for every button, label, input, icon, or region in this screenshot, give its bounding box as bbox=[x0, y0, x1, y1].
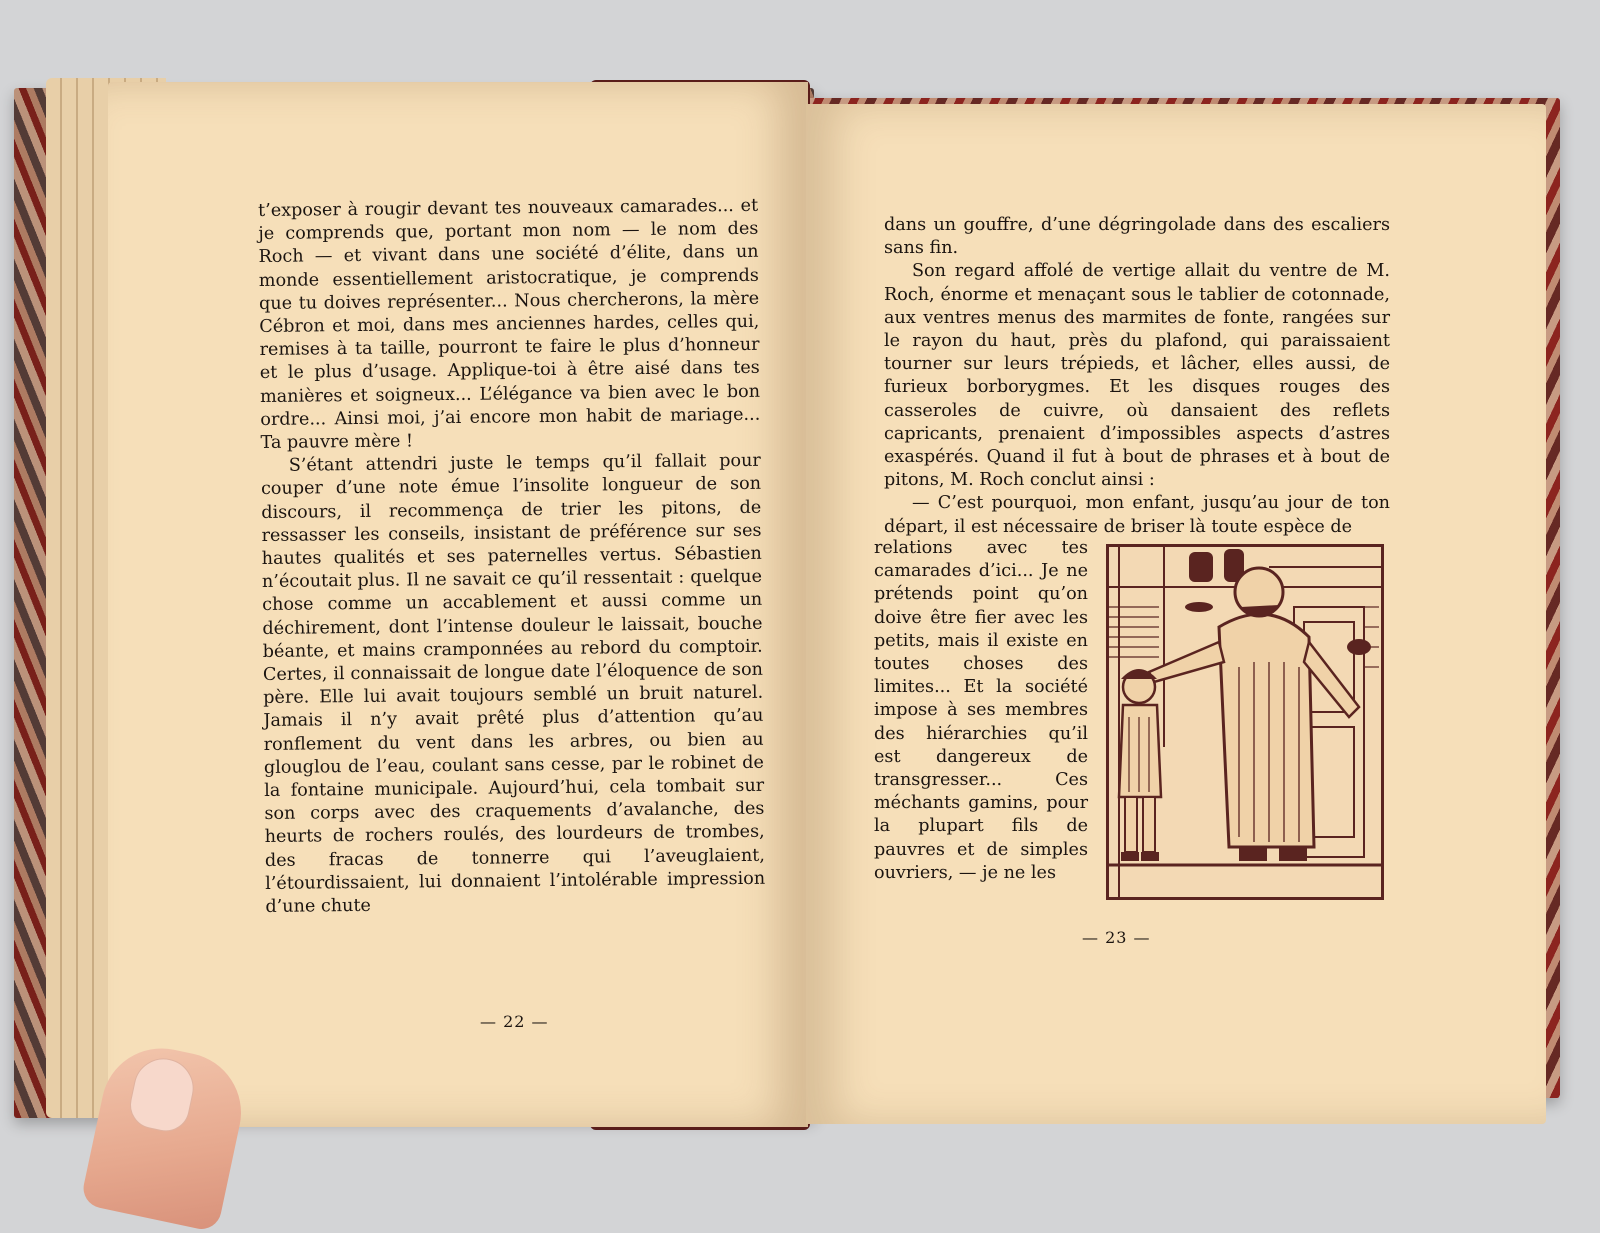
left-paragraph-1: t’exposer à rougir devant tes nouveaux camarades... et je comprends que, portant mon nom — le nom des Roch — et vivant dans une société d’élite, dans un monde essentiellement aristocratique, je comprends que tu doives représenter... Nous chercherons, la mère Cébron et moi, dans mes anciennes hardes, celles qui, remises à ta taille, pourront te faire le plus d’honneur et le plus d’usage. Applique-toi à être aisé dans tes manières et soigneux... L’élégance va bien avec le bon ordre... Ainsi moi, j’ai encore mon habit de mariage... Ta pauvre mère ! bbox=[258, 195, 761, 454]
page-number-right: — 23 — bbox=[1082, 928, 1151, 947]
right-wrap-text: relations avec tes camarades d’ici... Je ne prétends point qu’on doive être fier avec les petits, mais il existe en toutes choses des limites... Et la société impose à ses membres des hiérarchies qu’il est dangereux de transgresser... Ces méchants gamins, pour la plupart fils de pauvres et de simples ouvriers, — je ne les bbox=[874, 538, 1088, 883]
thumbnail bbox=[126, 1053, 200, 1136]
page-number-left: — 22 — bbox=[480, 1012, 549, 1031]
left-page-text bbox=[258, 195, 766, 919]
right-paragraph-3: — C’est pourquoi, mon enfant, jusqu’au jour de ton départ, il est nécessaire de briser là toute espèce de bbox=[884, 493, 1390, 537]
woodcut-drawing bbox=[1109, 547, 1381, 897]
right-paragraph-1: dans un gouffre, d’une dégringolade dans des escaliers sans fin. bbox=[884, 215, 1390, 259]
right-page bbox=[806, 104, 1546, 1124]
woodcut-illustration bbox=[1106, 544, 1384, 900]
left-page bbox=[108, 82, 808, 1127]
right-page-text bbox=[884, 214, 1390, 539]
right-paragraph-2: Son regard affolé de vertige allait du ventre de M. Roch, énorme et menaçant sous le tablier de cotonnade, aux ventres menus des marmites de fonte, rangées sur le rayon du haut, près du plafond, qui paraissaient tourner sur leurs trépieds, et lâcher, elles aussi, de furieux borborygmes. Et les disques rouges des casseroles de cuivre, où dansaient des reflets capricants, prenaient d’impossibles aspects d’astres exaspérés. Quand il fut à bout de phrases et à bout de pitons, M. Roch conclut ainsi : bbox=[884, 261, 1390, 491]
left-paragraph-2: S’étant attendri juste le temps qu’il fallait pour couper d’une note émue l’insolite longueur de son discours, il recommença de trier les pitons, de ressasser les conseils, insistant de préférence sur ses hautes qualités et ses paternelles vertus. Sébastien n’écoutait plus. Il ne savait ce qu’il ressentait : quelque chose comme un accablement et aussi comme un déchirement, dont l’intense douleur le laissait, bouche béante, et mains cramponnées au rebord du comptoir. Certes, il connaissait de longue date l’éloquence de son père. Elle lui avait toujours semblé un bruit naturel. Jamais il n’y avait prêté plus d’attention qu’au ronflement du vent dans les arbres, ou bien au glouglou de l’eau, coulant sans cesse, par le robinet de la fontaine municipale. Aujourd’hui, cela tombait sur son corps avec des craquements d’avalanche, des heurts de rochers roulés, des lourdeurs de trombes, des fracas de tonnerre qui l’aveuglaient, l’étourdissaient, lui donnaient l’intolérable impression d’une chute bbox=[260, 450, 766, 918]
